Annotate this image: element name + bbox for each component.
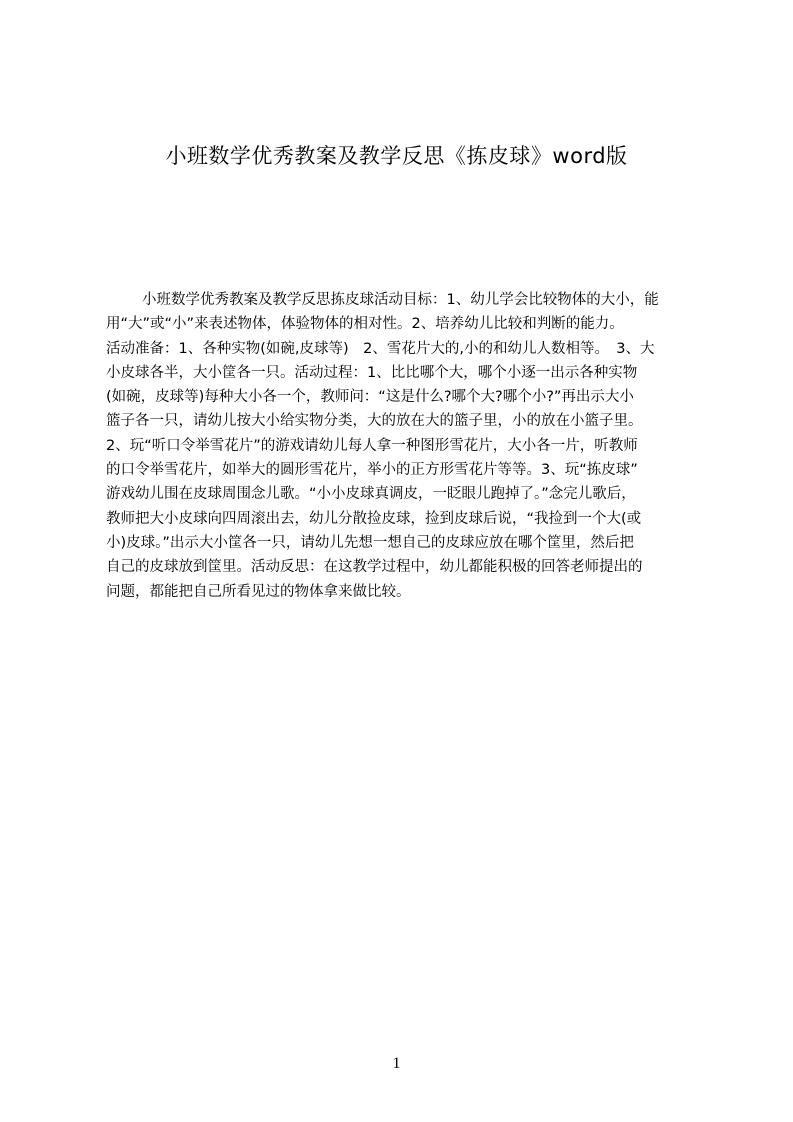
body-line: 小皮球各半，大小筐各一只。活动过程：1、比比哪个大，哪个小逐一出示各种实物 bbox=[106, 364, 638, 381]
body-line: 的口令举雪花片，如举大的圆形雪花片，举小的正方形雪花片等等。3、玩“拣皮球” bbox=[106, 462, 638, 479]
document-title: 小班数学优秀教案及教学反思《拣皮球》word版 bbox=[165, 144, 628, 168]
body-line: 篮子各一只，请幼儿按大小给实物分类，大的放在大的篮子里，小的放在小篮子里。 bbox=[106, 413, 643, 430]
document-body bbox=[106, 288, 698, 640]
body-line: 游戏幼儿围在皮球周围念儿歌。“小小皮球真调皮，一眨眼儿跑掉了。”念完儿歌后， bbox=[106, 486, 636, 503]
body-line: 小)皮球。”出示大小筐各一只，请幼儿先想一想自己的皮球应放在哪个筐里，然后把 bbox=[106, 534, 634, 551]
body-line: 2、玩“听口令举雪花片”的游戏请幼儿每人拿一种图形雪花片，大小各一片，听教师 bbox=[106, 437, 638, 454]
body-line: 问题，都能把自己所看见过的物体拿来做比较。 bbox=[106, 583, 411, 600]
body-line: 小班数学优秀教案及教学反思拣皮球活动目标：1、幼儿学会比较物体的大小，能 bbox=[142, 292, 659, 308]
body-line: 活动准备：1、各种实物(如碗,皮球等) 2、雪花片大的,小的和幼儿人数相等。 3、大 bbox=[106, 340, 655, 357]
page-number: 1 bbox=[392, 1055, 401, 1072]
body-line: 用“大”或“小”来表述物体，体验物体的相对性。2、培养幼儿比较和判断的能力。 bbox=[106, 316, 624, 333]
body-line: 自己的皮球放到筐里。活动反思：在这教学过程中，幼儿都能积极的回答老师提出的 bbox=[106, 559, 643, 576]
body-line: (如碗，皮球等)每种大小各一个，教师问：“这是什么?哪个大?哪个小?”再出示大小 bbox=[106, 389, 634, 406]
body-line: 教师把大小皮球向四周滚出去，幼儿分散捡皮球，捡到皮球后说，“我捡到一个大(或 bbox=[106, 510, 642, 527]
